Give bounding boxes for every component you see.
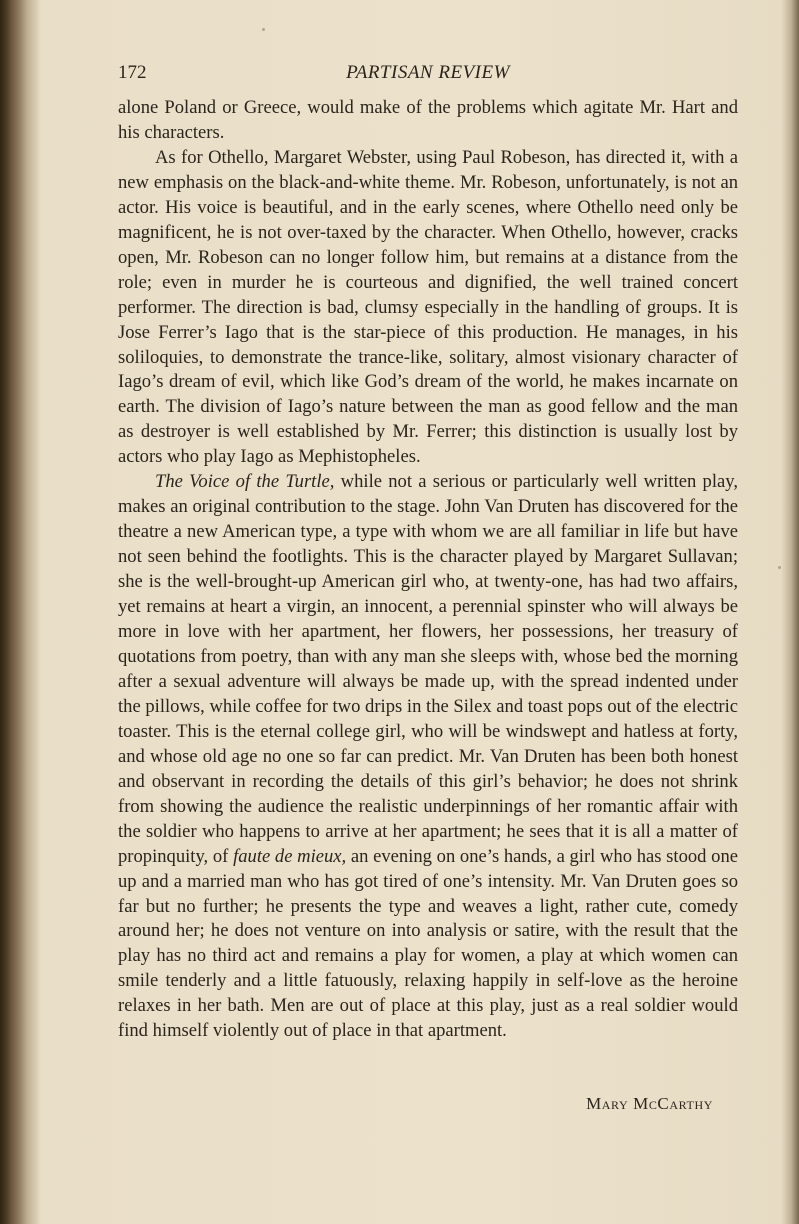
article-body	[118, 96, 738, 1044]
page-number: 172	[118, 62, 147, 83]
paper-speck	[262, 28, 265, 31]
paragraph-3	[118, 470, 738, 1044]
binding-gutter-shadow	[0, 0, 42, 1224]
paragraph-1: alone Poland or Greece, would make of the problems which agitate Mr. Hart and his characters.	[118, 97, 738, 143]
paragraph-2: As for Othello, Margaret Webster, using Paul Robeson, has directed it, with a new emphasis on the black-and-white theme. Mr. Robeson, unfortunately, is not an actor. His voice is beautiful, and in the early scenes, where Othello need only be magnificent, he is not over-taxed by the character. When Othello, however, cracks open, Mr. Robeson can no longer follow him, but remains at a distance from the role; even in murder he is courteous and dignified, the well trained concert performer. The direction is bad, clumsy especially in the handling of groups. It is Jose Ferrer’s Iago that is the star-piece of this production. He manages, in his soliloquies, to demonstrate the trance-like, solitary, almost visionary character of Iago’s dream of evil, which like God’s dream of the world, he makes incarnate on earth. The division of Iago’s nature between the man as good fellow and the man as destroyer is well established by Mr. Ferrer; this distinction is usually lost by actors who play Iago as Mephistopheles.	[118, 146, 738, 468]
paragraph-3-text-b: an evening on one’s hands, a girl who has stood one up and a married man who has got tired of one’s intensity. Mr. Van Druten goes so far but no further; he presents the type and weaves a light, rather cute, comedy around her; he does not venture on into analysis or satire, with the result that the play has no third act and remains a play for women, a play at which women can smile tenderly and a little fatuously, relaxing happily in self-love as the heroine relaxes in her bath. Men are out of place at this play, just as a real soldier would find himself violently out of place in that apartment.	[118, 845, 738, 1042]
page-edge-shadow	[781, 0, 799, 1224]
paper-speck	[778, 566, 781, 569]
page-header	[118, 62, 738, 92]
foreign-phrase: faute de mieux,	[233, 845, 347, 867]
play-title: The Voice of the Turtle,	[155, 471, 335, 493]
paragraph-3-text-a: while not a serious or particularly well written play, makes an original contribution to the stage. John Van Druten has discovered for the theatre a new American type, a type with whom we are all familiar in life but have not seen behind the footlights. This is the character played by Margaret Sullavan; she is the well-brought-up American girl who, at twenty-one, has had two affairs, yet remains at heart a virgin, an innocent, a perennial spinster who will always be more in love with her apartment, her flowers, her possessions, her treasury of quotations from poetry, than with any man she sleeps with, whose bed the morning after a sexual adventure will always be made up, with the spread indented under the pillows, while coffee for two drips in the Silex and toast pops out of the electric toaster. This is the eternal college girl, who will be windswept and hatless at forty, and whose old age no one so far can predict. Mr. Van Druten has been both honest and observant in recording the details of this girl’s behavior; he does not shrink from showing the audience the realistic underpinnings of her romantic affair with the soldier who happens to arrive at her apartment; he sees that it is all a matter of propinquity, of	[118, 471, 738, 867]
running-head: PARTISAN REVIEW	[346, 62, 510, 83]
author-signature: Mary McCarthy	[586, 1094, 713, 1113]
